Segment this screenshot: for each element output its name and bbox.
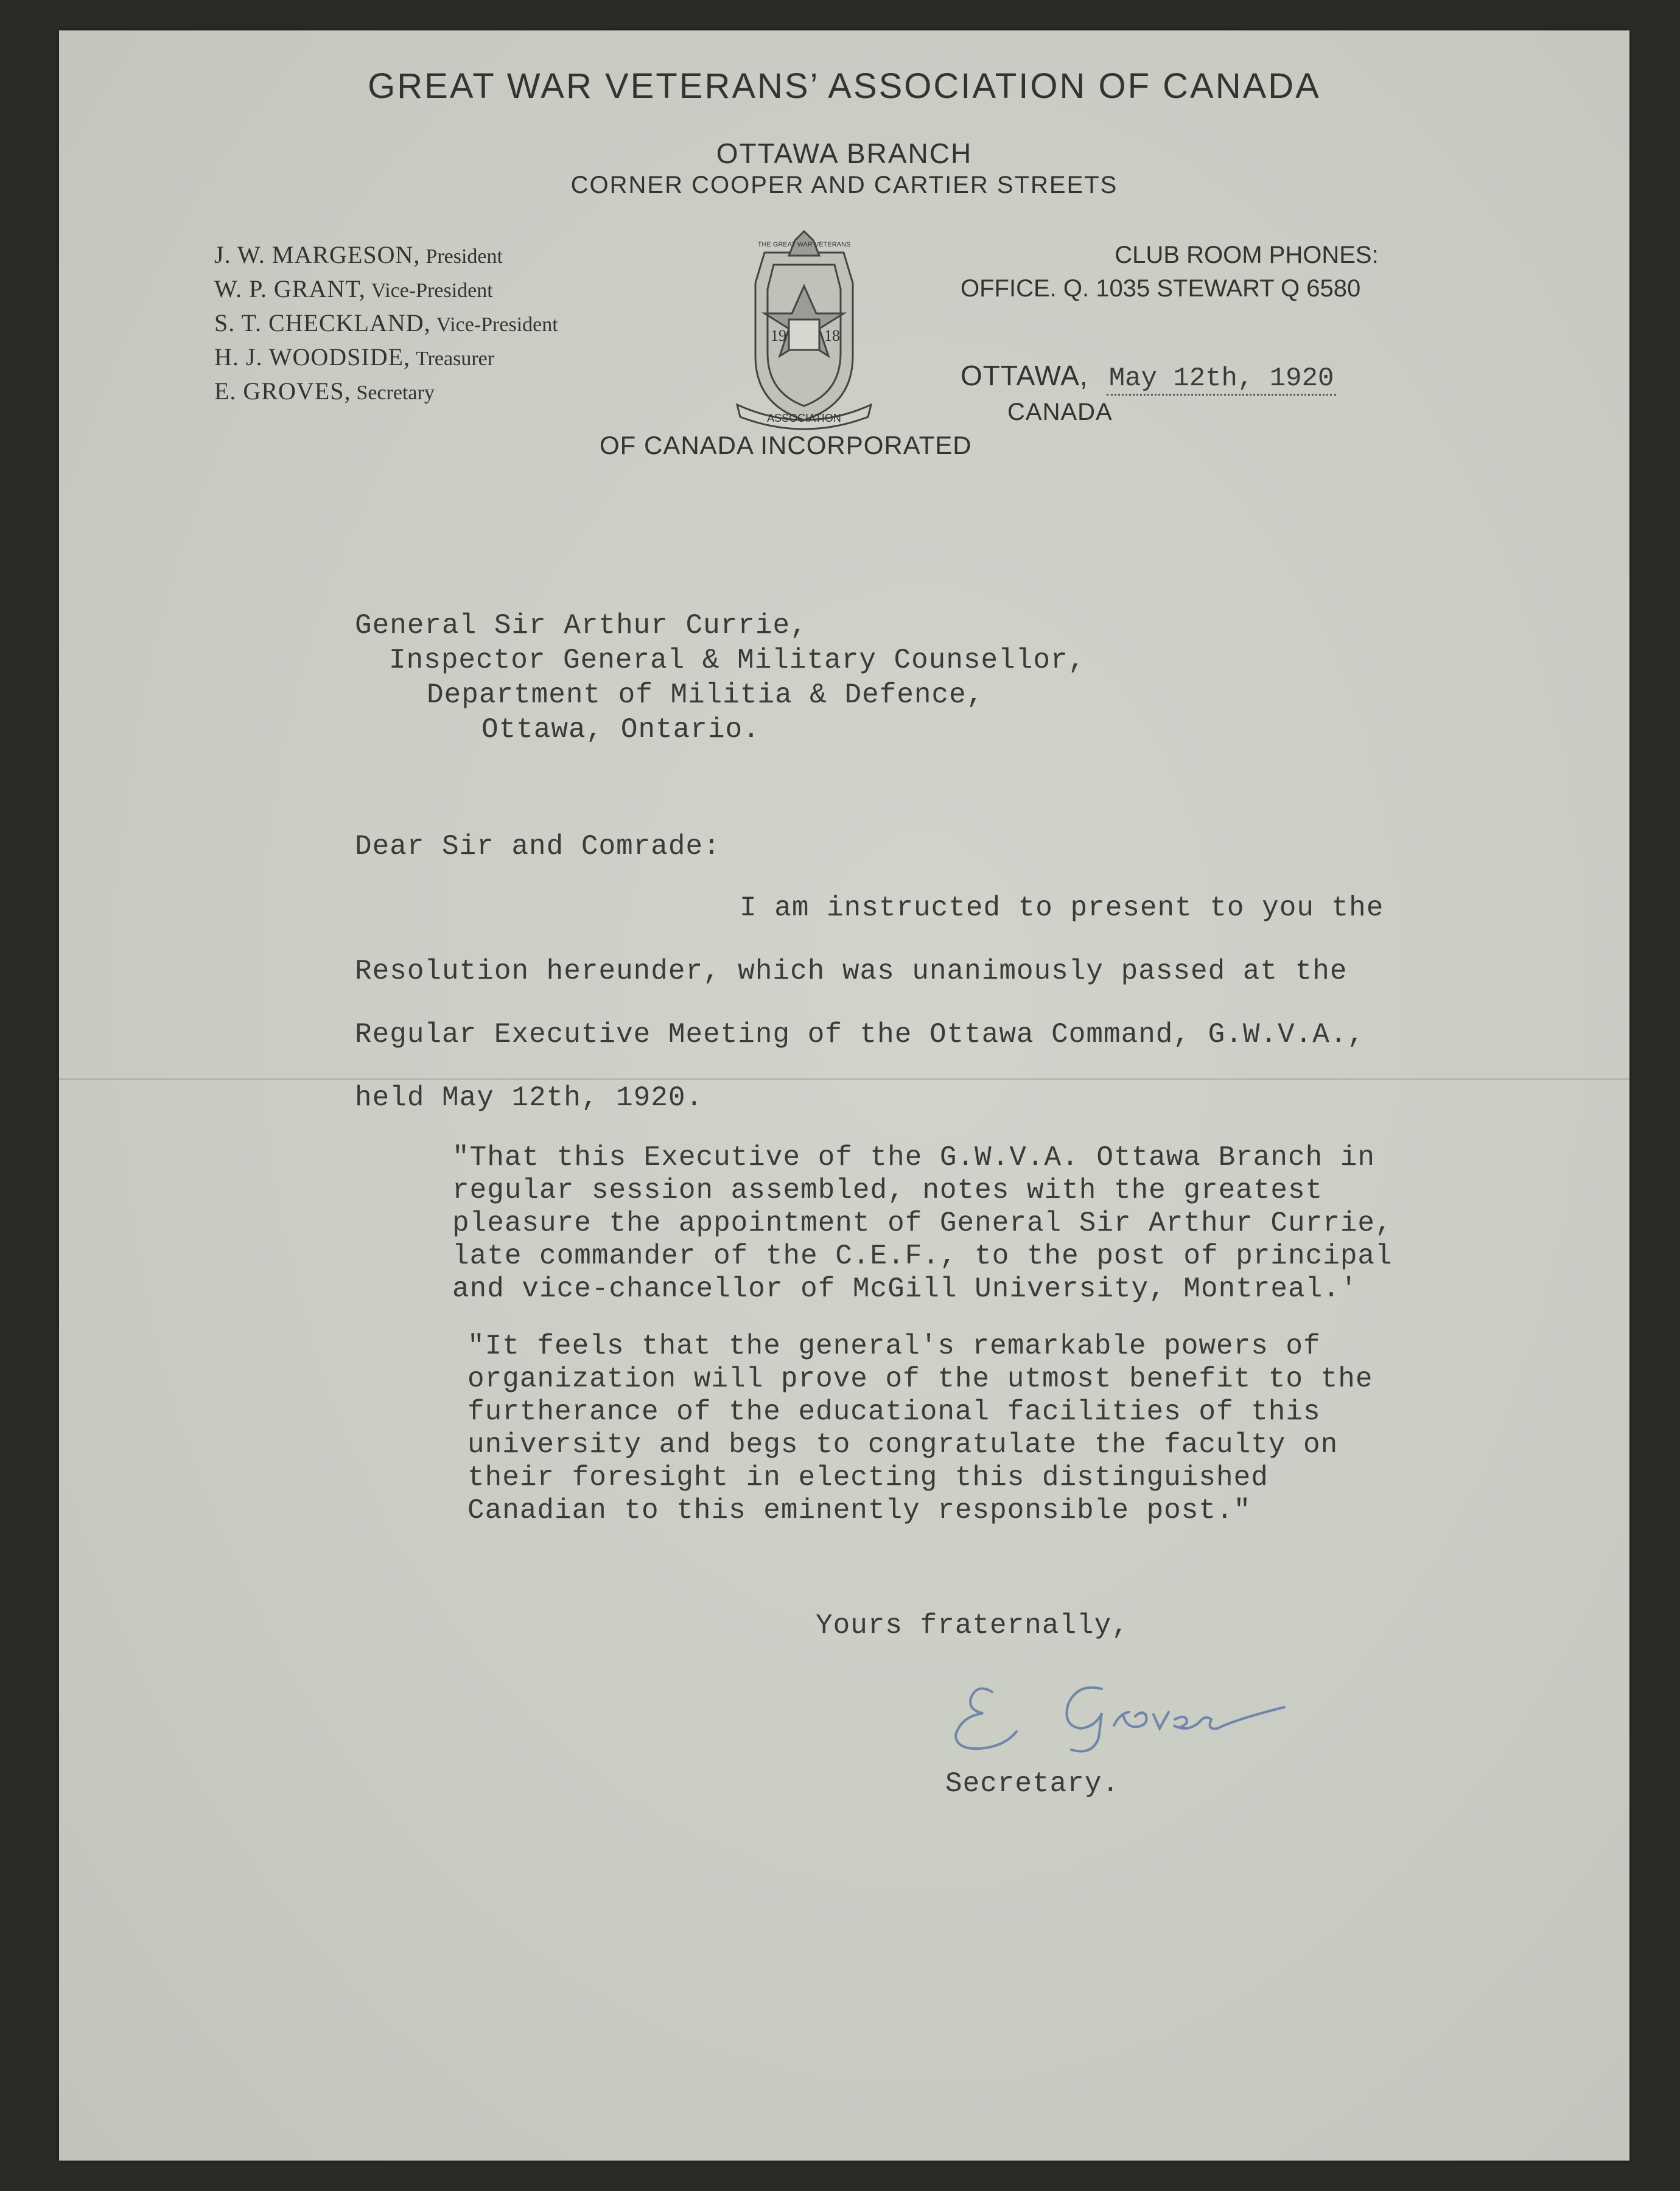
resolution-quote-1: "That this Executive of the G.W.V.A. Ottawa Branch in regular session assembled, notes with the greatest pleasure the appointment of General Sir Arthur Currie, late commander of the C.E.F., to the post of principal and vice-chancellor of McGill University, Montreal.' (452, 1142, 1393, 1305)
signer-title: Secretary. (945, 1768, 1120, 1800)
officer-row: H. J. WOODSIDE, Treasurer (214, 343, 495, 371)
dateline-city: OTTAWA, (961, 360, 1088, 391)
crest-ribbon-text: ASSOCIATION (767, 412, 841, 424)
dateline-country: CANADA (1007, 399, 1113, 425)
branch-name: OTTAWA BRANCH (716, 138, 973, 169)
closing: Yours fraternally, (816, 1610, 1129, 1641)
branch-address: CORNER COOPER AND CARTIER STREETS (570, 172, 1118, 198)
crest-year-right: 18 (824, 327, 840, 344)
officer-row: W. P. GRANT, Vice-President (214, 275, 493, 302)
officers-list (214, 239, 558, 409)
incorporated-line: OF CANADA INCORPORATED (600, 431, 972, 460)
officer-row: S. T. CHECKLAND, Vice-President (214, 309, 558, 337)
club-room-phones: CLUB ROOM PHONES: OFFICE. Q. 1035 STEWART Q 6580 (961, 242, 1379, 302)
letter-date: May 12th, 1920 (1107, 363, 1337, 396)
resolution-quote-2: "It feels that the general's remarkable powers of organization will prove of the utmost benefit to the furtherance of the educational facilities of this university and begs to congratulate the faculty on their foresight in electing this distinguished Canadian to this eminently responsible post." (467, 1330, 1373, 1526)
letter-body: I am instructed to present to you the Resolution hereunder, which was unanimously passed at the Regular Executive Meeting of the Ottawa Command, G.W.V.A., held May 12th, 1920. (355, 892, 1384, 1114)
association-crest-icon (728, 228, 880, 432)
recipient-address: General Sir Arthur Currie, Inspector General & Military Counsellor, Department of Militia & Defence, Ottawa, Ontario. (355, 610, 1086, 746)
officer-row: J. W. MARGESON, President (214, 241, 503, 268)
crest-ring-text: THE GREAT WAR VETERANS (757, 241, 851, 248)
organization-name: GREAT WAR VETERANS’ ASSOCIATION OF CANADA (368, 66, 1321, 106)
salutation: Dear Sir and Comrade: (355, 831, 721, 862)
crest-year-left: 19 (771, 327, 786, 344)
dateline (961, 359, 1336, 394)
handwritten-signature (919, 1658, 1309, 1762)
officer-row: E. GROVES, Secretary (214, 377, 435, 405)
